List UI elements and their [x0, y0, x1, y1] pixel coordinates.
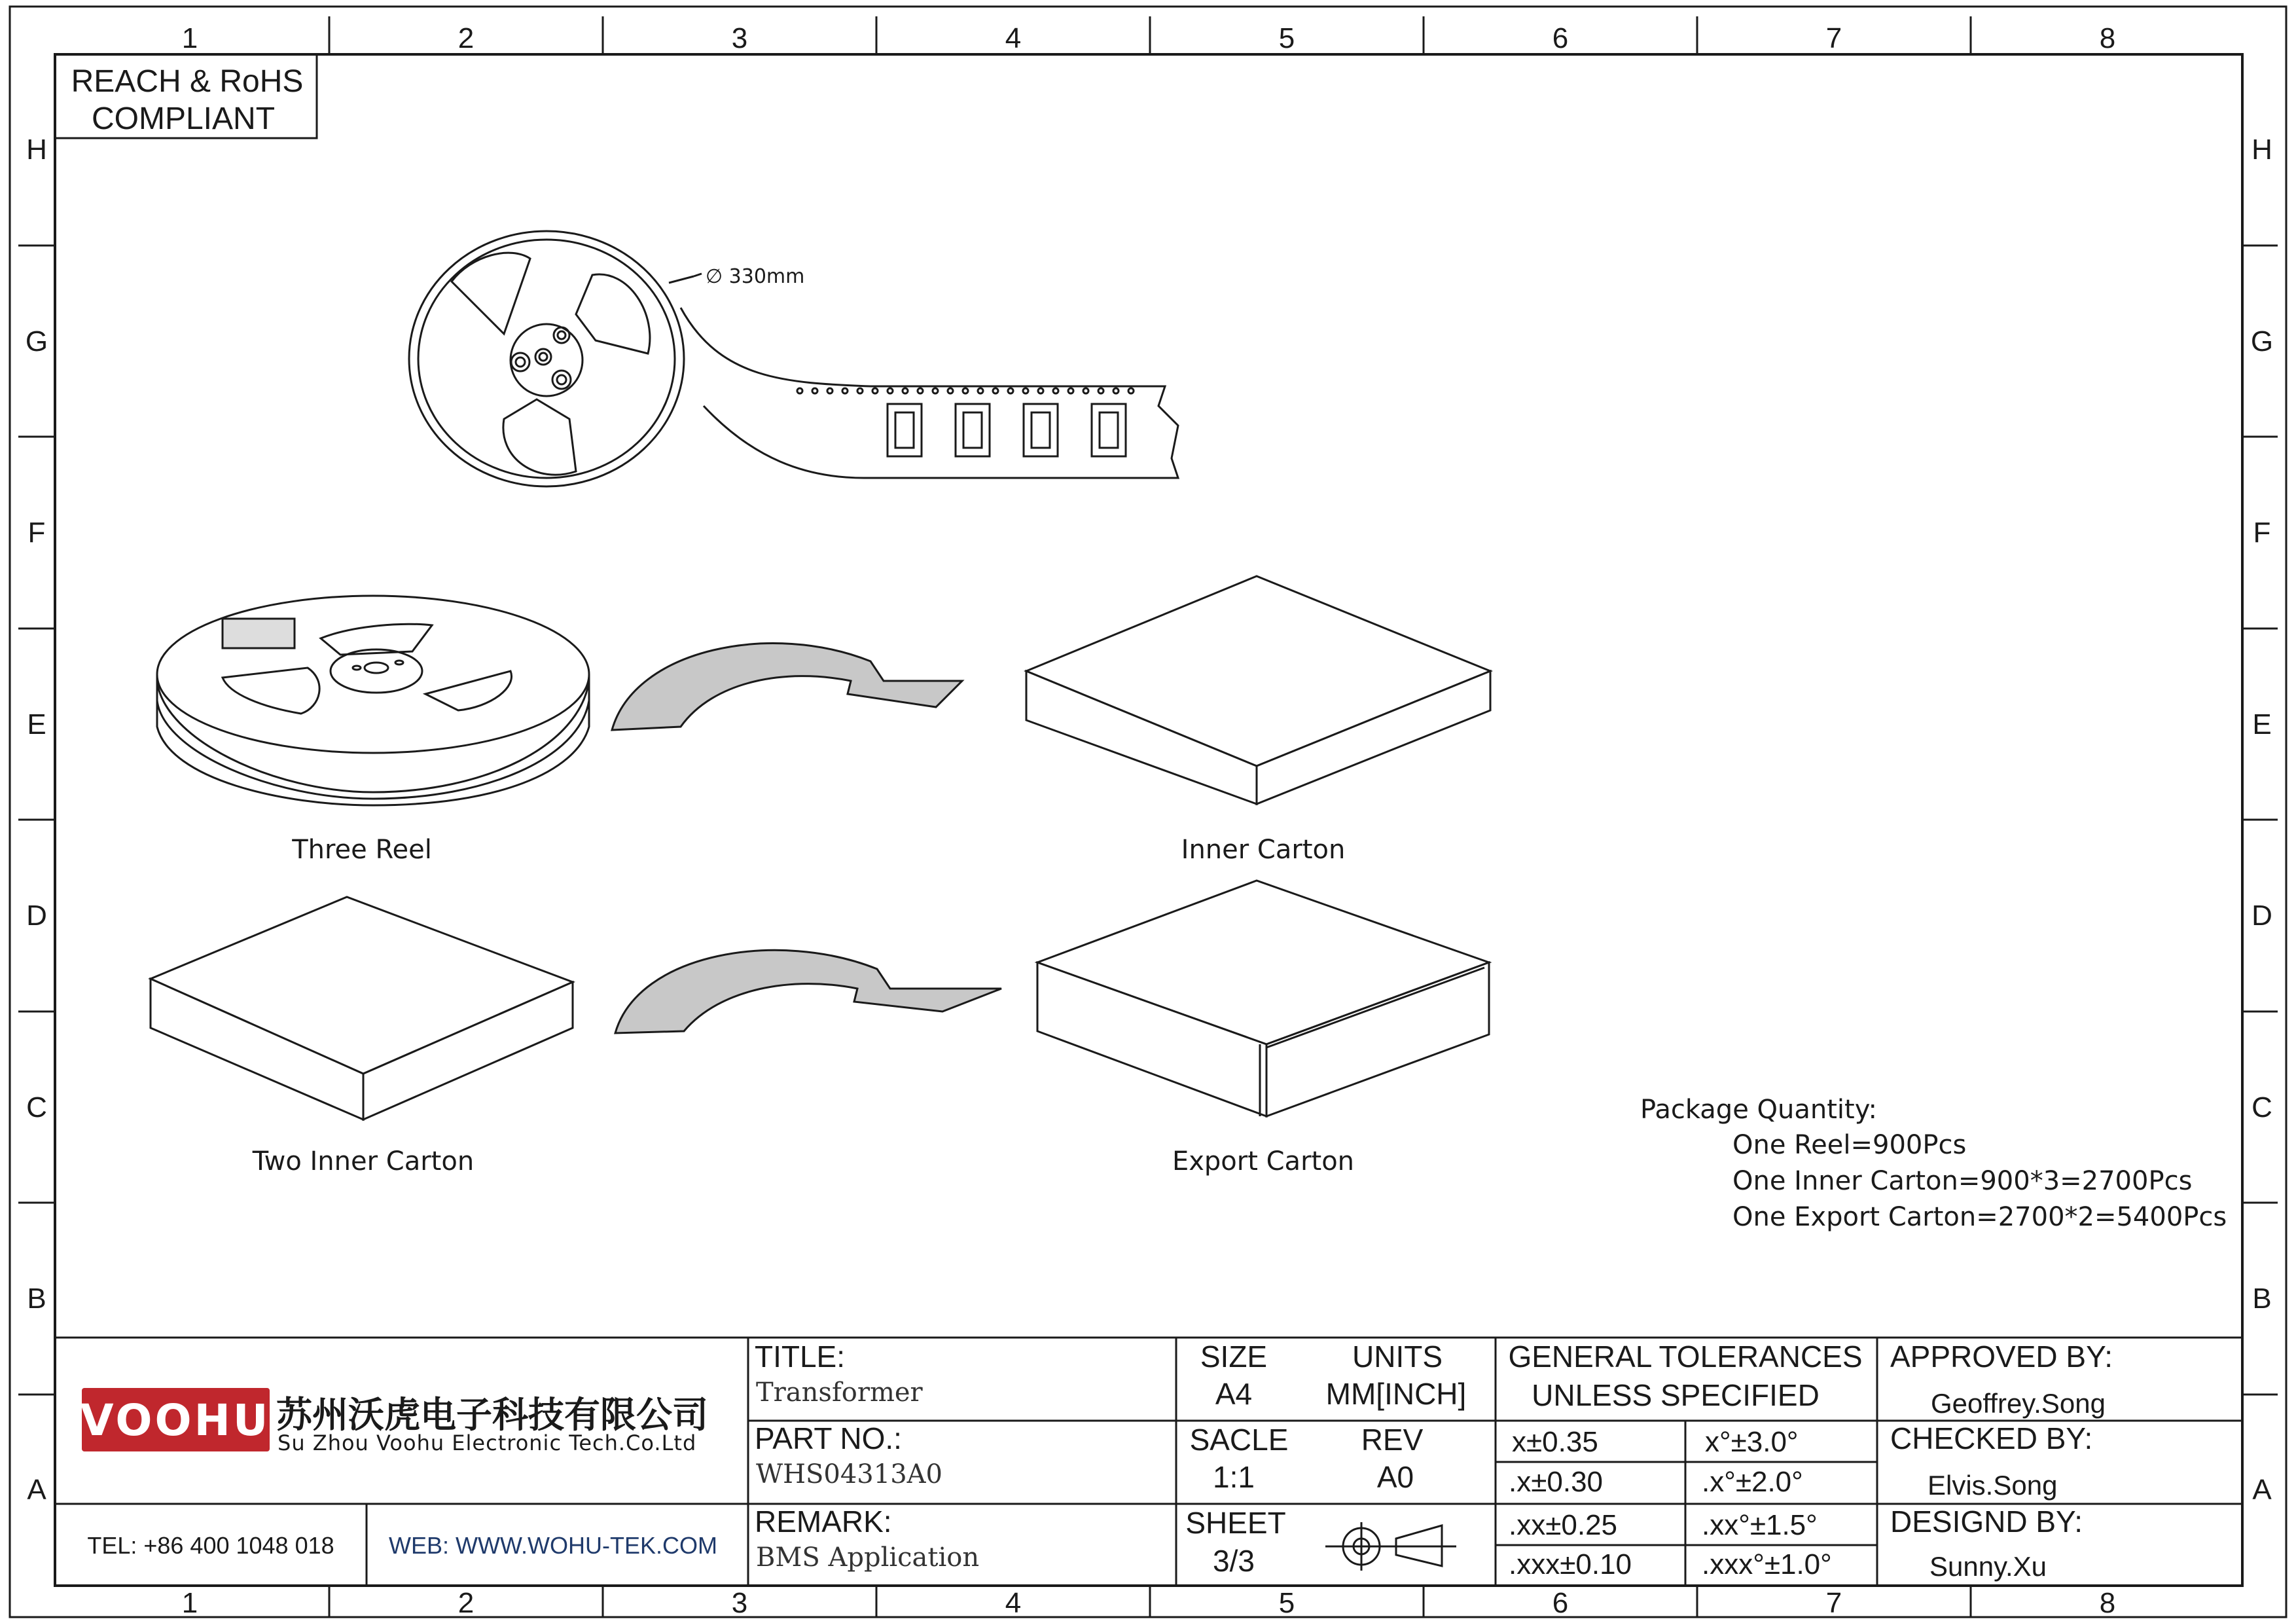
sheet-label: SHEET: [1185, 1506, 1286, 1540]
row-label-right: A: [2252, 1474, 2272, 1506]
column-label-top: 3: [731, 22, 748, 54]
export-carton-box: [1037, 881, 1489, 1116]
part-no-label: PART NO.:: [755, 1421, 902, 1455]
scale-label: SACLE: [1189, 1423, 1289, 1457]
designed-value: Sunny.Xu: [1929, 1551, 2047, 1582]
package-quantity-line: One Export Carton=2700*2=5400Pcs: [1732, 1202, 2227, 1232]
company-web-link[interactable]: WEB: WWW.WOHU-TEK.COM: [389, 1532, 717, 1559]
units-label: UNITS: [1352, 1340, 1443, 1374]
company-name-cn: 苏州沃虎电子科技有限公司: [276, 1394, 709, 1436]
arrow-reel-to-inner: [612, 644, 962, 730]
column-label-bottom: 2: [457, 1587, 475, 1619]
column-label-top: 6: [1552, 22, 1569, 54]
row-label-right: H: [2251, 134, 2272, 166]
column-label-bottom: 5: [1278, 1587, 1295, 1619]
logo-text: VOOHU: [80, 1395, 271, 1446]
row-label-left: C: [26, 1091, 47, 1123]
approved-value: Geoffrey.Song: [1931, 1388, 2106, 1419]
tolerance-angular: .xxx°±1.0°: [1702, 1548, 1832, 1580]
row-label-right: G: [2250, 325, 2274, 357]
approved-label: APPROVED BY:: [1890, 1340, 2113, 1374]
compliance-line2: COMPLIANT: [91, 101, 276, 136]
tolerance-heading-1: GENERAL TOLERANCES: [1508, 1340, 1863, 1374]
compliance-line1: REACH & RoHS: [71, 64, 304, 99]
two-inner-carton-box: [151, 897, 573, 1120]
tolerance-linear: .x±0.30: [1509, 1466, 1604, 1498]
arrow-inner-to-export: [615, 950, 1001, 1033]
column-label-top: 4: [1005, 22, 1022, 54]
designed-label: DESIGND BY:: [1890, 1504, 2083, 1539]
checked-label: CHECKED BY:: [1890, 1421, 2093, 1455]
column-label-top: 2: [457, 22, 475, 54]
column-label-bottom: 4: [1005, 1587, 1022, 1619]
row-label-left: A: [27, 1474, 46, 1506]
row-label-right: E: [2252, 708, 2272, 740]
rev-label: REV: [1361, 1423, 1424, 1457]
tolerance-linear: x±0.35: [1512, 1426, 1598, 1458]
row-label-right: B: [2252, 1283, 2272, 1315]
tolerance-angular: x°±3.0°: [1705, 1426, 1799, 1458]
row-label-left: F: [27, 517, 46, 549]
remark-label: REMARK:: [755, 1504, 892, 1539]
row-label-right: F: [2253, 517, 2271, 549]
column-label-bottom: 3: [731, 1587, 748, 1619]
inner-carton-box: [1026, 576, 1490, 804]
column-label-bottom: 6: [1552, 1587, 1569, 1619]
tolerance-angular: .x°±2.0°: [1702, 1466, 1803, 1498]
units-value: MM[INCH]: [1325, 1377, 1467, 1411]
column-label-bottom: 1: [181, 1587, 198, 1619]
inner-carton-label: Inner Carton: [1181, 835, 1346, 865]
tolerance-heading-2: UNLESS SPECIFIED: [1532, 1378, 1820, 1412]
size-label: SIZE: [1200, 1340, 1268, 1374]
company-name-en: Su Zhou Voohu Electronic Tech.Co.Ltd: [278, 1431, 697, 1455]
two-inner-carton-label: Two Inner Carton: [252, 1146, 475, 1176]
checked-value: Elvis.Song: [1928, 1470, 2058, 1501]
package-quantity-line: One Inner Carton=900*3=2700Pcs: [1732, 1166, 2193, 1196]
column-label-top: 7: [1825, 22, 1842, 54]
title-value: Transformer: [756, 1377, 923, 1408]
column-label-bottom: 8: [2099, 1587, 2116, 1619]
title-label: TITLE:: [755, 1340, 846, 1374]
row-label-left: D: [26, 900, 47, 932]
export-carton-label: Export Carton: [1172, 1146, 1355, 1176]
reel-dimension: ∅ 330mm: [706, 265, 805, 288]
rev-value: A0: [1376, 1460, 1414, 1494]
column-label-bottom: 7: [1825, 1587, 1842, 1619]
column-label-top: 1: [181, 22, 198, 54]
size-value: A4: [1215, 1377, 1253, 1411]
three-reel-stack: [157, 596, 589, 805]
outer-frame: [10, 7, 2286, 1617]
package-quantity-line: One Reel=900Pcs: [1732, 1130, 1967, 1160]
remark-value: BMS Application: [756, 1542, 980, 1573]
row-label-left: G: [25, 325, 48, 357]
company-tel: TEL: +86 400 1048 018: [87, 1532, 334, 1559]
row-label-left: B: [27, 1283, 46, 1315]
tolerance-linear: .xxx±0.10: [1509, 1548, 1632, 1580]
package-quantity-heading: Package Quantity:: [1640, 1095, 1877, 1125]
projection-symbol-icon: [1325, 1522, 1456, 1571]
tolerance-angular: .xx°±1.5°: [1702, 1509, 1818, 1541]
row-label-left: E: [27, 708, 46, 740]
row-label-right: C: [2251, 1091, 2272, 1123]
column-label-top: 5: [1278, 22, 1295, 54]
row-label-right: D: [2251, 900, 2272, 932]
scale-value: 1:1: [1213, 1460, 1255, 1494]
title-block-grid: [55, 1338, 2242, 1586]
part-no-value: WHS04313A0: [756, 1459, 942, 1489]
row-label-left: H: [26, 134, 47, 166]
sheet-value: 3/3: [1213, 1544, 1255, 1578]
tolerance-linear: .xx±0.25: [1509, 1509, 1618, 1541]
three-reel-label: Three Reel: [292, 835, 432, 865]
column-label-top: 8: [2099, 22, 2116, 54]
